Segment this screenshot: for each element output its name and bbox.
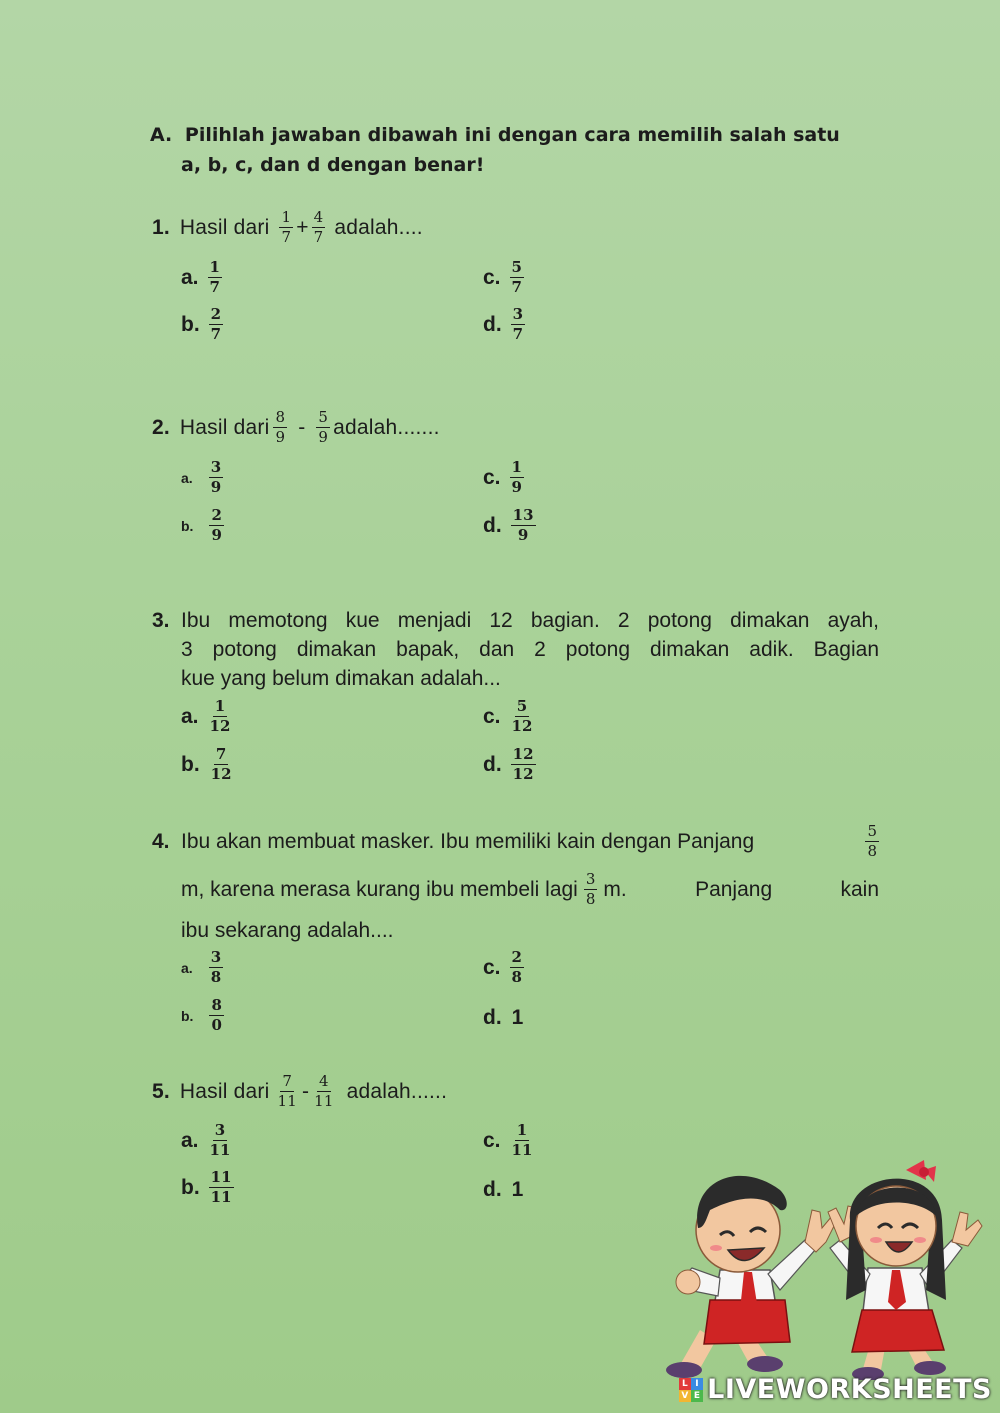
option-fraction (511, 745, 536, 784)
q3-option-d[interactable] (483, 745, 539, 784)
q4-line-2a: m, karena merasa kurang ibu membeli lagi (181, 878, 578, 901)
q2-option-b[interactable] (181, 506, 227, 545)
option-value: 1 (511, 1006, 524, 1029)
option-fraction (209, 948, 223, 987)
option-fraction (511, 305, 525, 344)
q3-number: 3. (152, 609, 170, 632)
q5-fraction-1 (275, 1072, 299, 1111)
denominator: 8 (511, 968, 522, 986)
q4-number: 4. (152, 830, 170, 853)
q1-operator: + (296, 215, 309, 239)
denominator: 9 (511, 478, 522, 496)
option-label: a. (181, 265, 199, 289)
option-label: b. (181, 752, 200, 776)
q1-option-a[interactable] (181, 258, 225, 297)
option-label: a. (181, 469, 193, 486)
denominator: 7 (313, 228, 324, 246)
q1-option-b[interactable] (181, 305, 226, 344)
question-3 (152, 606, 879, 693)
denominator: 11 (314, 1092, 334, 1110)
option-label: a. (181, 959, 193, 976)
q4-fraction-2 (584, 870, 598, 909)
question-4-line-2 (181, 870, 879, 909)
denominator: 11 (210, 1188, 232, 1206)
option-label: c. (483, 704, 501, 728)
q4-option-c[interactable] (483, 948, 527, 987)
option-fraction (208, 258, 222, 297)
option-label: d. (483, 513, 502, 537)
numerator: 1 (281, 208, 292, 226)
question-2 (152, 408, 440, 447)
q4-line-1: Ibu akan membuat masker. Ibu memiliki kain dengan Panjang (181, 830, 755, 853)
denominator: 7 (511, 278, 522, 296)
option-label: a. (181, 1128, 199, 1152)
section-line2: a, b, c, dan d dengan benar! (181, 154, 485, 176)
option-label: c. (483, 265, 501, 289)
option-fraction (209, 745, 234, 784)
option-label: c. (483, 955, 501, 979)
q2-number: 2. (152, 415, 170, 439)
denominator: 7 (210, 325, 222, 343)
q3-option-b[interactable] (181, 745, 237, 784)
option-fraction (510, 258, 524, 297)
q5-option-a[interactable] (181, 1121, 235, 1160)
section-heading (150, 120, 840, 150)
numerator: 3 (214, 1121, 226, 1139)
numerator: 8 (275, 408, 286, 426)
option-label: b. (181, 517, 194, 534)
q5-number: 5. (152, 1079, 170, 1103)
q1-pre: Hasil dari (179, 215, 270, 239)
q4-line-2b: m. Panjang kain (603, 878, 879, 901)
option-label: d. (483, 312, 502, 336)
q2-option-a[interactable] (181, 458, 226, 497)
numerator: 3 (512, 305, 524, 323)
option-fraction (209, 458, 223, 497)
badge-letter: E (691, 1390, 703, 1402)
denominator: 9 (517, 526, 529, 544)
denominator: 7 (281, 228, 292, 246)
numerator: 5 (867, 822, 877, 840)
numerator: 12 (512, 745, 534, 763)
badge-letter: L (679, 1378, 691, 1390)
option-fraction (510, 458, 524, 497)
numerator: 11 (210, 1168, 232, 1186)
q3-line-1: Ibu memotong kue menjadi 12 bagian. 2 potong dimakan ayah, (181, 609, 879, 632)
option-label: b. (181, 312, 200, 336)
live-badge-icon (679, 1378, 703, 1402)
numerator: 3 (210, 948, 222, 966)
q2-fraction-2 (316, 408, 330, 447)
option-fraction (208, 697, 233, 736)
numerator: 2 (210, 305, 222, 323)
badge-letter: I (691, 1378, 703, 1390)
q2-fraction-1 (273, 408, 287, 447)
denominator: 11 (209, 1141, 231, 1159)
q1-option-d[interactable] (483, 305, 528, 344)
section-label: A. (150, 124, 173, 146)
numerator: 7 (282, 1072, 293, 1090)
option-fraction (209, 506, 223, 545)
numerator: 5 (516, 697, 528, 715)
numerator: 1 (214, 697, 226, 715)
numerator: 4 (319, 1072, 329, 1090)
boy-figure (666, 1176, 836, 1378)
option-label: d. (483, 1006, 502, 1029)
numerator: 3 (585, 870, 596, 888)
denominator: 8 (585, 890, 596, 908)
q2-post: adalah....... (333, 415, 440, 439)
q4-line-3: ibu sekarang adalah.... (181, 919, 394, 942)
q3-option-a[interactable] (181, 697, 235, 736)
brand-name: LIVEWORKSHEETS (707, 1374, 992, 1405)
q2-pre: Hasil dari (179, 415, 270, 439)
q5-option-b[interactable] (181, 1168, 237, 1207)
denominator: 9 (211, 526, 222, 544)
girl-figure (828, 1160, 982, 1380)
option-label: c. (483, 465, 501, 489)
option-label: b. (181, 1175, 200, 1199)
option-fraction (511, 506, 536, 545)
numerator: 7 (215, 745, 227, 763)
q3-option-c[interactable] (483, 697, 537, 736)
numerator: 2 (511, 948, 522, 966)
liveworksheets-logo (679, 1374, 992, 1405)
option-fraction (510, 1121, 535, 1160)
q5-option-d[interactable] (483, 1178, 523, 1202)
numerator: 3 (210, 458, 222, 476)
q1-option-c[interactable] (483, 258, 527, 297)
denominator: 8 (867, 842, 877, 860)
q3-line-2: 3 potong dimakan bapak, dan 2 potong dimakan adik. Bagian (181, 638, 879, 661)
option-label: d. (483, 752, 502, 776)
option-fraction (208, 1121, 233, 1160)
option-fraction (510, 948, 524, 987)
section-line1: Pilihlah jawaban dibawah ini dengan cara memilih salah satu (184, 124, 840, 146)
q1-post: adalah.... (334, 215, 423, 239)
q2-option-c[interactable] (483, 458, 527, 497)
numerator: 2 (211, 506, 222, 524)
q3-line-3: kue yang belum dimakan adalah... (181, 667, 501, 690)
numerator: 13 (512, 506, 534, 524)
option-label: d. (483, 1178, 502, 1201)
numerator: 8 (211, 996, 222, 1014)
q1-fraction-1 (279, 208, 293, 247)
q5-post: adalah...... (346, 1079, 448, 1103)
q5-pre: Hasil dari (179, 1079, 270, 1103)
numerator: 1 (511, 458, 522, 476)
denominator: 11 (277, 1092, 297, 1110)
denominator: 9 (275, 428, 286, 446)
denominator: 12 (209, 717, 231, 735)
denominator: 9 (318, 428, 329, 446)
numerator: 5 (511, 258, 522, 276)
q5-option-c[interactable] (483, 1121, 537, 1160)
q1-fraction-2 (312, 208, 326, 247)
option-label: b. (181, 1007, 194, 1024)
q2-operator: - (298, 415, 306, 439)
option-fraction (209, 996, 223, 1035)
option-label: c. (483, 1128, 501, 1152)
option-fraction (510, 697, 535, 736)
denominator: 0 (211, 1016, 222, 1034)
badge-letter: V (679, 1390, 691, 1402)
denominator: 8 (210, 968, 222, 986)
option-label: a. (181, 704, 199, 728)
q1-number: 1. (152, 215, 170, 239)
q4-option-b[interactable] (181, 996, 227, 1035)
numerator: 1 (209, 258, 220, 276)
students-illustration (640, 1150, 990, 1380)
numerator: 1 (516, 1121, 528, 1139)
option-fraction (209, 305, 223, 344)
denominator: 7 (512, 325, 524, 343)
denominator: 12 (210, 765, 232, 783)
option-fraction (209, 1168, 234, 1207)
q5-operator: - (301, 1079, 310, 1103)
question-4-line-1 (152, 822, 879, 861)
denominator: 12 (511, 717, 533, 735)
denominator: 12 (512, 765, 534, 783)
q5-fraction-2 (312, 1072, 336, 1111)
option-value: 1 (511, 1178, 524, 1201)
question-1 (152, 208, 423, 247)
q4-fraction-1 (865, 822, 879, 861)
q2-option-d[interactable] (483, 506, 539, 545)
question-5 (152, 1072, 447, 1111)
q4-option-a[interactable] (181, 948, 226, 987)
denominator: 7 (209, 278, 220, 296)
numerator: 4 (313, 208, 324, 226)
denominator: 11 (511, 1141, 533, 1159)
numerator: 5 (318, 408, 329, 426)
denominator: 9 (210, 478, 222, 496)
q4-option-d[interactable] (483, 1006, 523, 1030)
